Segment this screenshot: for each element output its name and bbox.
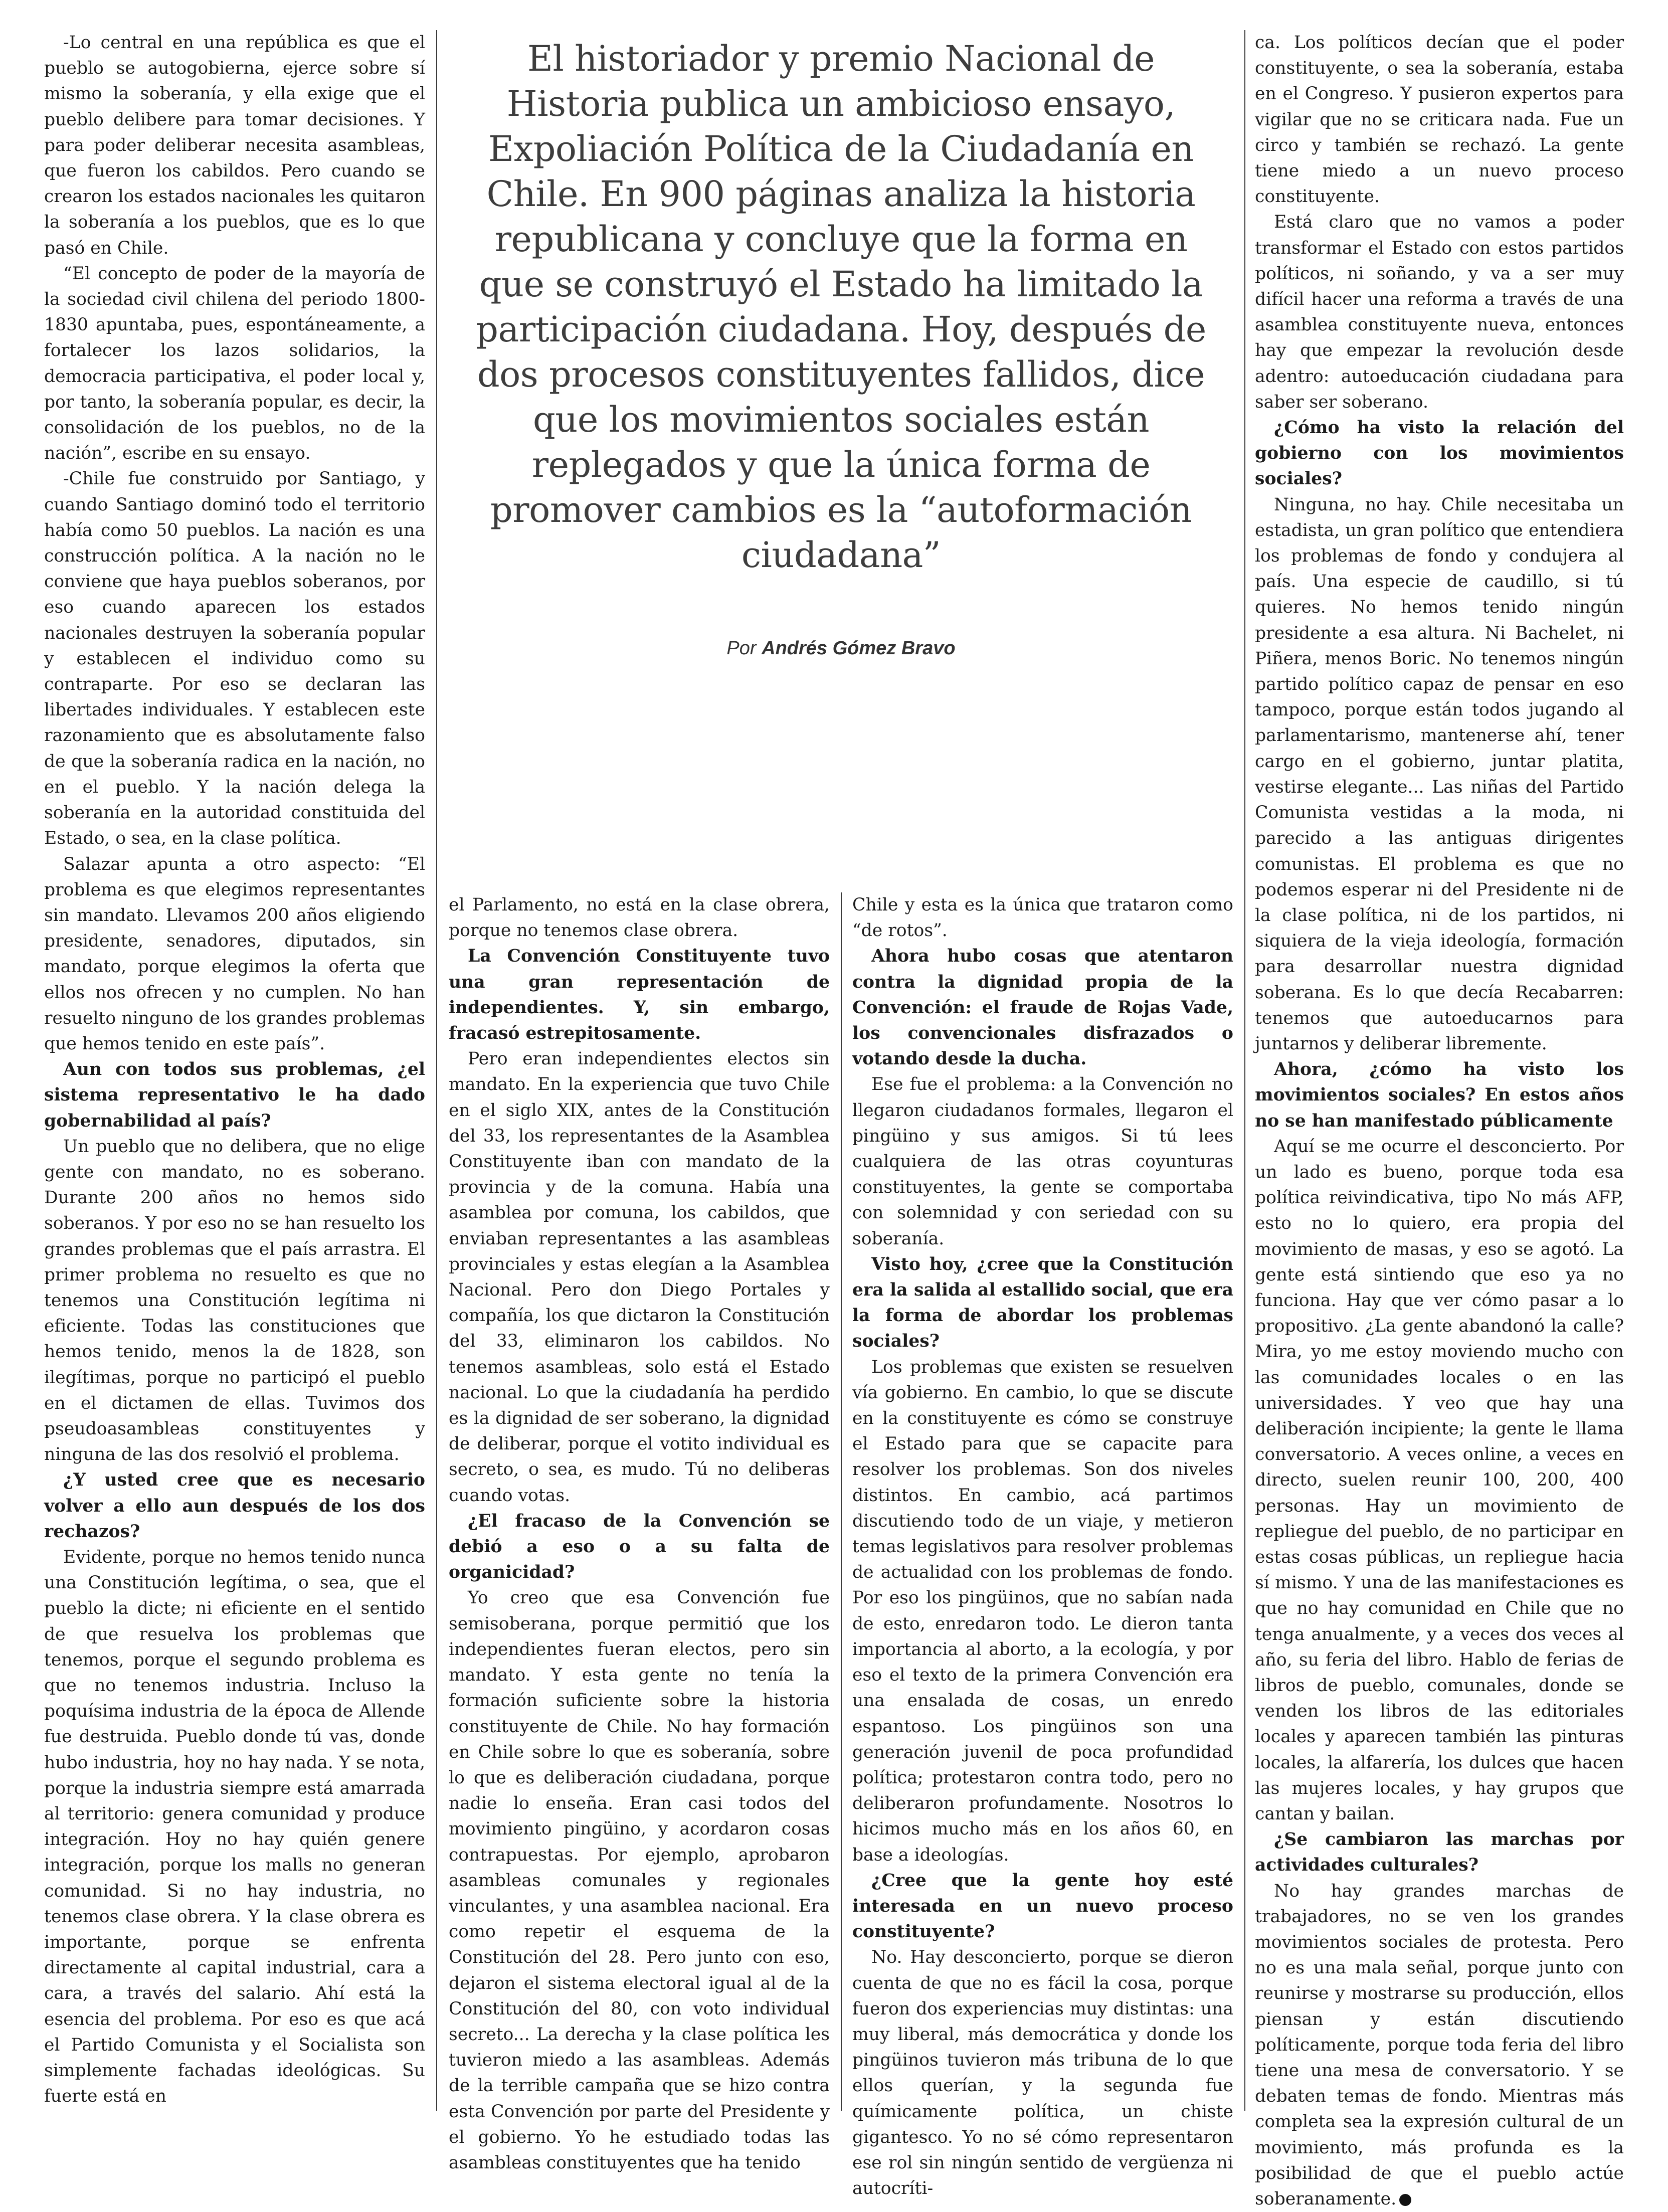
interview-question xyxy=(44,1057,425,1134)
text-column-1 xyxy=(44,30,425,2109)
paragraph-text: Está claro que no vamos a poder transformar el Estado con estos partidos políticos, ni soñando, y va a ser muy difícil hacer una reforma a través de una asamblea constituyente nueva, entonces hay que empezar la revolución desde adentro: autoeducación ciudadana para saber ser soberano. xyxy=(1255,212,1624,412)
interview-question xyxy=(1255,1057,1624,1134)
paragraph-text: -Lo central en una república es que el pueblo se autogobierna, ejerce sobre sí mismo la soberanía, y ella exige que el pueblo delibere para tomar decisiones. Y para poder deliberar necesita asambleas, que fueron los cabildos. Pero cuando se crearon los estados nacionales les quitaron la soberanía a los pueblos, que es lo que pasó en Chile. xyxy=(44,33,425,258)
interview-question xyxy=(1255,415,1624,492)
body-paragraph xyxy=(852,1945,1233,2201)
interview-question xyxy=(449,1509,830,1586)
paragraph-text: Evidente, porque no hemos tenido nunca una Constitución legítima, o sea, que el pueblo la dicte; ni eficiente en el sentido de que resuelva los problemas que tenemos, porque el segundo problema es que no tenemos industria. Incluso la poquísima industria de la época de Allende fue destruida. Pueblo donde tú vas, donde hubo industria, hoy no hay nada. Y se nota, porque la industria siempre está amarrada al territorio: genera comunidad y produce integración. Hoy no hay quién genere integración, porque los malls no generan comunidad. Si no hay industria, no tenemos clase obrera. Y la clase obrera es importante, porque se enfrenta directamente al capital industrial, cara a cara, a través del salario. Ahí está la esencia del problema. Por eso es que acá el Partido Comunista y el Socialista son simplemente fachadas ideológicas. Su fuerte está en xyxy=(44,1547,425,2107)
interview-question xyxy=(449,944,830,1046)
body-paragraph xyxy=(852,892,1233,944)
paragraph-text: Yo creo que esa Convención fue semisoberana, porque permitió que los independientes fueran electos, pero sin mandato. Y esta gente no tenía la formación suficiente sobre la historia constituyente de Chile. No hay formación en Chile sobre lo que es soberanía, sobre lo que es deliberación ciudadana, porque nadie lo enseña. Eran casi todos del movimiento pingüino, y acordaron cosas contrapuestas. Por ejemplo, aprobaron asambleas comunales y regionales vinculantes, y una asamblea nacional. Era como repetir el esquema de la Constitución del 28. Pero junto con eso, dejaron el sistema electoral igual al de la Constitución del 80, con voto individual secreto... La derecha y la clase política les tuvieron miedo a las asambleas. Además de la terrible campaña que se hizo contra esta Convención por parte del Presidente y el gobierno. Yo he estudiado todas las asambleas constituyentes que ha tenido xyxy=(449,1588,830,2173)
byline xyxy=(449,638,1233,659)
column-divider xyxy=(436,30,437,2111)
paragraph-text: La Convención Constituyente tuvo una gran representación de independientes. Y, sin embargo, fracasó estrepitosamente. xyxy=(449,946,830,1044)
body-paragraph xyxy=(44,1134,425,1468)
interview-question xyxy=(852,1252,1233,1355)
column-divider xyxy=(841,892,842,2111)
interview-question xyxy=(44,1467,425,1545)
paragraph-text: Visto hoy, ¿cree que la Constitución era la salida al estallido social, que era la forma de abordar los problemas sociales? xyxy=(852,1254,1233,1352)
column-divider xyxy=(1244,30,1245,2111)
interview-question xyxy=(852,944,1233,1072)
body-paragraph xyxy=(44,466,425,851)
paragraph-text: ¿Cree que la gente hoy esté interesada en un nuevo proceso constituyente? xyxy=(852,1870,1233,1942)
paragraph-text: Chile y esta es la única que trataron como “de rotos”. xyxy=(852,895,1233,941)
body-paragraph xyxy=(44,852,425,1057)
body-paragraph xyxy=(1255,210,1624,415)
article-deck: El historiador y premio Nacional de Historia publica un ambicioso ensayo, Expoliación Política de la Ciudadanía en Chile. En 900 páginas analiza la historia republicana y concluye que la forma en que se construyó el Estado ha limitado la participación ciudadana. Hoy, después de dos procesos constituyentes fallidos, dice que los movimientos sociales están replegados y que la única forma de promover cambios es la “autoformación ciudadana” xyxy=(476,38,1206,576)
body-paragraph xyxy=(44,1545,425,2109)
paragraph-text: No. Hay desconcierto, porque se dieron cuenta de que no es fácil la cosa, porque fueron dos experiencias muy distintas: una muy liberal, más democrática y donde los pingüinos tuvieron más tribuna de lo que ellos querían, y la segunda fue químicamente política, un chiste gigantesco. Yo no sé cómo representaron ese rol sin ningún sentido de vergüenza ni autocríti- xyxy=(852,1947,1233,2199)
body-paragraph xyxy=(852,1072,1233,1251)
paragraph-text: ca. Los políticos decían que el poder constituyente, o sea la soberanía, estaba en el Congreso. Y pusieron expertos para vigilar que no se criticara nada. Fue un circo y también se rechazó. La gente tiene miedo a un nuevo proceso constituyente. xyxy=(1255,33,1624,207)
paragraph-text: Aun con todos sus problemas, ¿el sistema representativo le ha dado gobernabilidad al país? xyxy=(44,1059,425,1131)
interview-question xyxy=(1255,1827,1624,1878)
paragraph-text: Ahora hubo cosas que atentaron contra la dignidad propia de la Convención: el fraude de Rojas Vade, los convencionales disfrazados o votando desde la ducha. xyxy=(852,946,1233,1069)
body-paragraph xyxy=(44,30,425,261)
paragraph-text: Los problemas que existen se resuelven vía gobierno. En cambio, lo que se discute en la constituyente es cómo se construye el Estado para que se capacite para resolver los problemas. Son dos niveles distintos. En cambio, acá partimos discutiendo todo de un viaje, y metieron temas legislativos para resolver problemas de actualidad con los problemas de fondo. Por eso los pingüinos, que no sabían nada de esto, enredaron todo. Le dieron tanta importancia al aborto, a la ecología, y por eso el texto de la primera Convención era una ensalada de cosas, un enredo espantoso. Los pingüinos son una generación juvenil de poca profundidad política; protestaron contra todo, pero no deliberaron profundamente. Nosotros lo hicimos mucho más en los años 60, en base a ideologías. xyxy=(852,1357,1233,1865)
paragraph-text: ¿El fracaso de la Convención se debió a eso o a su falta de organicidad? xyxy=(449,1511,830,1583)
body-paragraph xyxy=(449,892,830,944)
paragraph-text: Salazar apunta a otro aspecto: “El problema es que elegimos representantes sin mandato. Llevamos 200 años eligiendo presidente, senadores, diputados, sin mandato, porque elegimos la oferta que ellos nos ofrecen y no cumplen. No han resuelto ninguno de los grandes problemas que hemos tenido en este país”. xyxy=(44,854,425,1054)
byline-prefix: Por xyxy=(726,638,762,659)
paragraph-text: ¿Cómo ha visto la relación del gobierno con los movimientos sociales? xyxy=(1255,418,1624,489)
paragraph-text: “El concepto de poder de la mayoría de la sociedad civil chilena del periodo 1800-1830 apuntaba, pues, espontáneamente, a fortalecer los lazos solidarios, la democracia participativa, el poder local y, por tanto, la soberanía popular, es decir, la consolidación de los pueblos, no de la nación”, escribe en su ensayo. xyxy=(44,263,425,464)
article-header xyxy=(449,30,1233,852)
interview-question xyxy=(852,1868,1233,1945)
paragraph-text: ¿Y usted cree que es necesario volver a ello aun después de los dos rechazos? xyxy=(44,1470,425,1542)
paragraph-text: Ese fue el problema: a la Convención no llegaron ciudadanos formales, llegaron el pingüino y sus amigos. Si tú lees cualquiera de las otras coyunturas constituyentes, la gente se comportaba con solemnidad y con seriedad con su soberanía. xyxy=(852,1074,1233,1249)
body-paragraph xyxy=(44,261,425,467)
body-paragraph xyxy=(1255,1879,1624,2212)
paragraph-text: el Parlamento, no está en la clase obrera, porque no tenemos clase obrera. xyxy=(449,895,830,941)
text-column-2 xyxy=(449,892,830,2176)
end-mark-icon xyxy=(1399,2194,1411,2206)
paragraph-text: Pero eran independientes electos sin mandato. En la experiencia que tuvo Chile en el siglo XIX, antes de la Constitución del 33, los representantes de la Asamblea Constituyente iban con mandato de la provincia y de la comuna. Había una asamblea por comuna, los cabildos, que enviaban representantes a las asambleas provinciales y estas elegían a la Asamblea Nacional. Pero don Diego Portales y compañía, los que dictaron la Constitución del 33, eliminaron los cabildos. No tenemos asambleas, solo está el Estado nacional. Lo que la ciudadanía ha perdido es la dignidad de ser soberano, la dignidad de deliberar, porque el votito individual es secreto, o sea, es mudo. Tú no deliberas cuando votas. xyxy=(449,1049,830,1506)
body-paragraph xyxy=(1255,492,1624,1057)
body-paragraph xyxy=(1255,1134,1624,1827)
body-paragraph xyxy=(852,1355,1233,1868)
text-column-4 xyxy=(1255,30,1624,2212)
byline-author: Andrés Gómez Bravo xyxy=(762,638,956,659)
text-column-3 xyxy=(852,892,1233,2201)
paragraph-text: -Chile fue construido por Santiago, y cuando Santiago dominó todo el territorio había como 50 pueblos. La nación es una construcción política. A la nación no le conviene que haya pueblos soberanos, por eso cuando aparecen los estados nacionales destruyen la soberanía popular y establecen el individuo como su contraparte. Por eso se declaran las libertades individuales. Y establecen este razonamiento que es absolutamente falso de que la soberanía radica en la nación, no en el pueblo. Y la nación delega la soberanía en la autoridad constituida del Estado, o sea, en la clase política. xyxy=(44,469,425,849)
paragraph-text: Aquí se me ocurre el desconcierto. Por un lado es bueno, porque toda esa política reivindicativa, tipo No más AFP, esto no lo quiero, era propia del movimiento de masas, y eso se agotó. La gente está sintiendo que eso ya no funciona. Hay que ver cómo pasar a lo propositivo. ¿La gente abandonó la calle? Mira, yo me estoy moviendo mucho con las comunidades locales o en las universidades. Y veo que hay una deliberación incipiente; la gente le llama conversatorio. A veces online, a veces en directo, suelen reunir 100, 200, 400 personas. Hay un movimiento de repliegue del pueblo, de no participar en estas cosas públicas, un repliegue hacia sí mismo. Y una de las manifestaciones es que no hay comunidad en Chile que no tenga anualmente, y a veces dos veces al año, su feria del libro. Hablo de ferias de libros de pueblo, comunales, donde se venden los libros de las editoriales locales y aparecen también las pinturas locales, la alfarería, los dulces que hacen las mujeres locales, y hay grupos que cantan y bailan. xyxy=(1255,1136,1624,1824)
body-paragraph xyxy=(449,1585,830,2176)
paragraph-text: Un pueblo que no delibera, que no elige gente con mandato, no es soberano. Durante 200 años no hemos sido soberanos. Y por eso no se han resuelto los grandes problemas que el país arrastra. El primer problema no resuelto es que no tenemos una Constitución legítima ni eficiente. Todas las constituciones que hemos tenido, menos la de 1828, son ilegítimas, porque no participó el pueblo en el dictamen de ellas. Tuvimos dos pseudoasambleas constituyentes y ninguna de las dos resolvió el problema. xyxy=(44,1136,425,1465)
paragraph-text: ¿Se cambiaron las marchas por actividades culturales? xyxy=(1255,1829,1624,1876)
paragraph-text: No hay grandes marchas de trabajadores, no se ven los grandes movimientos sociales de protesta. Pero no es una mala señal, porque junto con reunirse y mostrarse su producción, ellos piensan y están discutiendo políticamente, porque toda feria del libro tiene una mesa de conversatorio. Y se debaten temas de fondo. Mientras más completa sea la expresión cultural de un movimiento, más profunda es la posibilidad de que el pueblo actúe soberanamente. xyxy=(1255,1881,1624,2209)
paragraph-text: Ahora, ¿cómo ha visto los movimientos sociales? En estos años no se han manifestado públicamente xyxy=(1255,1059,1624,1131)
body-paragraph xyxy=(449,1046,830,1509)
paragraph-text: Ninguna, no hay. Chile necesitaba un estadista, un gran político que entendiera los problemas de fondo y condujera al país. Una especie de caudillo, si tú quieres. No hemos tenido ningún presidente a esa altura. Ni Bachelet, ni Piñera, menos Boric. No tenemos ningún partido político capaz de pensar en eso tampoco, porque están todos jugando al parlamentarismo, mantenerse ahí, tener cargo en el gobierno, juntar platita, vestirse elegante... Las niñas del Partido Comunista vestidas a la moda, ni parecido a las antiguas dirigentes comunistas. El problema es que no podemos esperar ni del Presidente ni de la clase política, ni de los partidos, ni siquiera de la vieja ideología, formación para desarrollar nuestra dignidad soberana. Es lo que decía Recabarren: tenemos que autoeducarnos para juntarnos y deliberar libremente. xyxy=(1255,494,1624,1054)
body-paragraph xyxy=(1255,30,1624,210)
